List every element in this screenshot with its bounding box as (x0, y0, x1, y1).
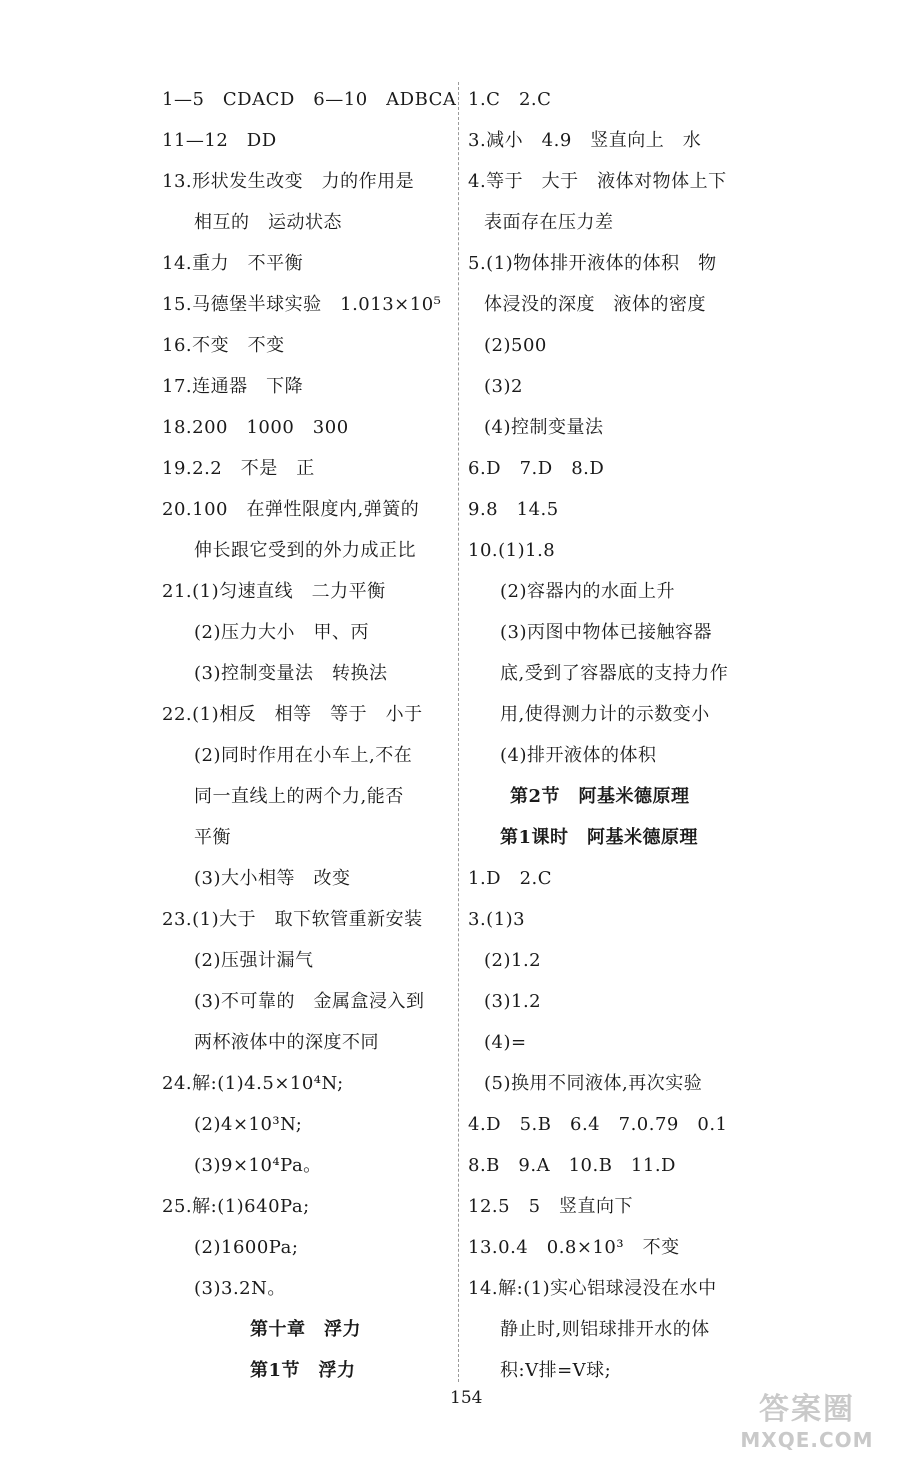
answer-line: (3)1.2 (484, 991, 542, 1012)
answer-line: (2)4×10³N; (194, 1114, 303, 1135)
answer-line: (2)1.2 (484, 950, 542, 971)
answer-line: 23.(1)大于 取下软管重新安装 (162, 909, 423, 930)
answer-line: 底,受到了容器底的支持力作 (500, 663, 729, 684)
section-heading: 第1节 浮力 (250, 1360, 356, 1381)
answer-line: 25.解:(1)640Pa; (162, 1196, 310, 1217)
watermark-logo (722, 1392, 892, 1452)
answer-line: (4)排开液体的体积 (500, 745, 657, 766)
answer-line: (2)同时作用在小车上,不在 (194, 745, 413, 766)
answer-line: 1.C 2.C (468, 89, 552, 110)
answer-line: 12.5 5 竖直向下 (468, 1196, 634, 1217)
watermark-text: 答案圈 (759, 1392, 855, 1427)
answer-line: 体浸没的深度 液体的密度 (484, 294, 706, 315)
answer-line: 静止时,则铝球排开水的体 (500, 1319, 710, 1340)
answer-line: (5)换用不同液体,再次实验 (484, 1073, 703, 1094)
answer-line: 相互的 运动状态 (194, 212, 342, 233)
answer-line: 19.2.2 不是 正 (162, 458, 315, 479)
answer-line: (3)大小相等 改变 (194, 868, 351, 889)
answer-line: 13.0.4 0.8×10³ 不变 (468, 1237, 680, 1258)
chapter-heading: 第十章 浮力 (250, 1319, 361, 1340)
answer-line: 5.(1)物体排开液体的体积 物 (468, 253, 717, 274)
answer-line: 用,使得测力计的示数变小 (500, 704, 710, 725)
answer-line: (3)控制变量法 转换法 (194, 663, 388, 684)
answer-line: 1—5 CDACD 6—10 ADBCA (162, 89, 457, 110)
answer-line: (3)2 (484, 376, 523, 397)
answer-line: 9.8 14.5 (468, 499, 559, 520)
answer-line: 10.(1)1.8 (468, 540, 556, 561)
answer-line: 伸长跟它受到的外力成正比 (194, 540, 416, 561)
answer-line: 3.减小 4.9 竖直向上 水 (468, 130, 702, 151)
answer-line: 4.D 5.B 6.4 7.0.79 0.1 (468, 1114, 728, 1135)
answer-line: 17.连通器 下降 (162, 376, 304, 397)
section-heading: 第2节 阿基米德原理 (510, 786, 690, 807)
answer-line: 21.(1)匀速直线 二力平衡 (162, 581, 386, 602)
answer-line: 1.D 2.C (468, 868, 553, 889)
answer-line: (2)容器内的水面上升 (500, 581, 675, 602)
answer-line: (2)压力大小 甲、丙 (194, 622, 369, 643)
answer-line: 13.形状发生改变 力的作用是 (162, 171, 415, 192)
answer-line: 8.B 9.A 10.B 11.D (468, 1155, 676, 1176)
lesson-heading: 第1课时 阿基米德原理 (500, 827, 699, 848)
answer-line: 14.解:(1)实心铝球浸没在水中 (468, 1278, 717, 1299)
answer-line: (2)压强计漏气 (194, 950, 314, 971)
answer-line: 积:V排=V球; (500, 1360, 612, 1381)
answer-line: (3)不可靠的 金属盒浸入到 (194, 991, 425, 1012)
answer-line: 两杯液体中的深度不同 (194, 1032, 379, 1053)
answer-line: (4)= (484, 1032, 527, 1053)
answer-line: 11—12 DD (162, 130, 277, 151)
answer-line: 20.100 在弹性限度内,弹簧的 (162, 499, 420, 520)
answer-line: 4.等于 大于 液体对物体上下 (468, 171, 727, 192)
answer-line: 22.(1)相反 相等 等于 小于 (162, 704, 423, 725)
answer-line: (4)控制变量法 (484, 417, 604, 438)
page-number: 154 (450, 1388, 483, 1408)
answer-line: (3)9×10⁴Pa。 (194, 1155, 322, 1176)
answer-line: (3)丙图中物体已接触容器 (500, 622, 712, 643)
answer-line: 6.D 7.D 8.D (468, 458, 605, 479)
answer-line: 同一直线上的两个力,能否 (194, 786, 404, 807)
watermark-url: MXQE.COM (740, 1428, 874, 1452)
answer-line: 14.重力 不平衡 (162, 253, 304, 274)
answer-line: 24.解:(1)4.5×10⁴N; (162, 1073, 344, 1094)
answer-line: (3)3.2N。 (194, 1278, 286, 1299)
answer-line: (2)1600Pa; (194, 1237, 299, 1258)
answer-line: 15.马德堡半球实验 1.013×10⁵ (162, 294, 442, 315)
answer-line: 16.不变 不变 (162, 335, 285, 356)
answer-line: 3.(1)3 (468, 909, 526, 930)
answer-line: (2)500 (484, 335, 547, 356)
answer-line: 平衡 (194, 827, 231, 848)
column-divider (458, 82, 459, 1382)
answer-line: 表面存在压力差 (484, 212, 614, 233)
answer-line: 18.200 1000 300 (162, 417, 349, 438)
